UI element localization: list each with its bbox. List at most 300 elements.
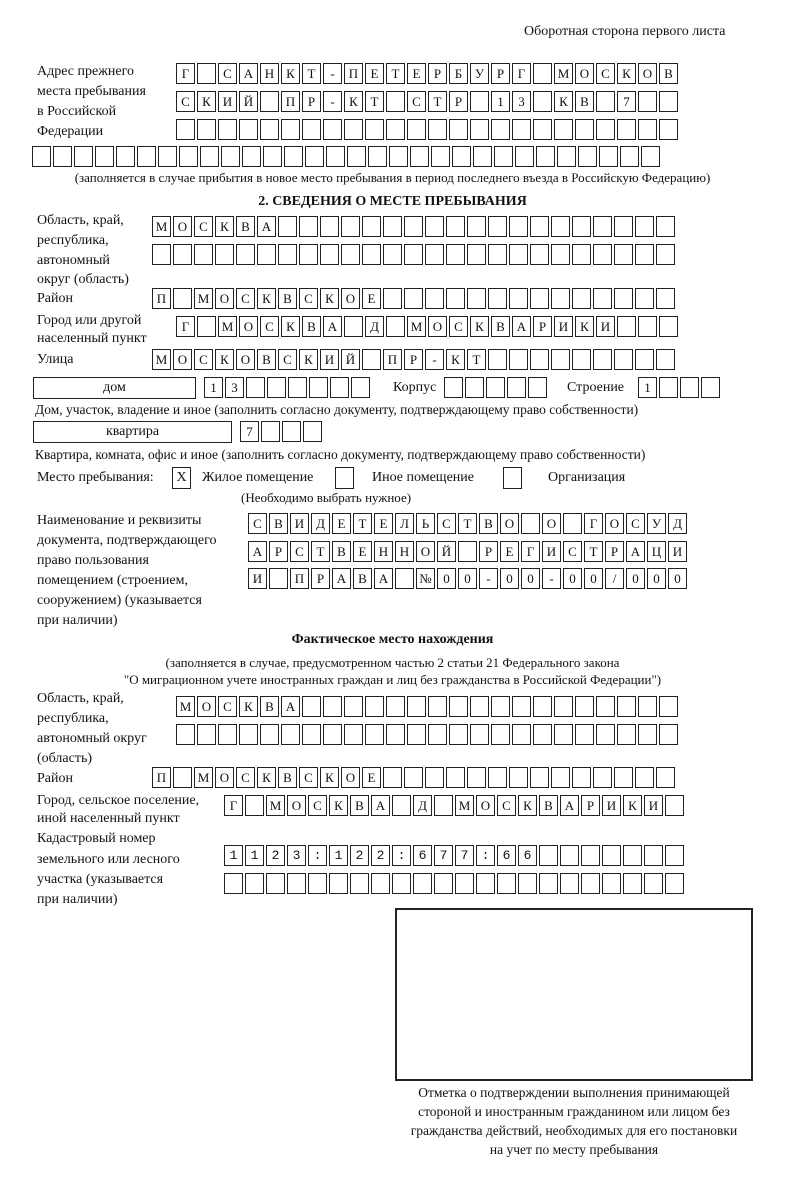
- char-cell[interactable]: [572, 244, 591, 265]
- char-cell[interactable]: [278, 216, 297, 237]
- char-cell[interactable]: [425, 216, 444, 237]
- char-cell[interactable]: [281, 724, 300, 745]
- char-cell[interactable]: Е: [332, 513, 351, 534]
- char-cell[interactable]: 0: [458, 568, 477, 589]
- char-cell[interactable]: [614, 767, 633, 788]
- char-cell[interactable]: [473, 146, 492, 167]
- char-cell[interactable]: Р: [533, 316, 552, 337]
- char-cell[interactable]: [308, 873, 327, 894]
- char-cell[interactable]: [701, 377, 720, 398]
- char-cell[interactable]: В: [260, 696, 279, 717]
- char-cell[interactable]: К: [329, 795, 348, 816]
- char-cell[interactable]: В: [659, 63, 678, 84]
- char-cell[interactable]: [386, 724, 405, 745]
- structure-row[interactable]: [638, 377, 722, 398]
- char-cell[interactable]: Р: [428, 63, 447, 84]
- char-cell[interactable]: [446, 216, 465, 237]
- char-cell[interactable]: Н: [374, 541, 393, 562]
- char-cell[interactable]: С: [449, 316, 468, 337]
- char-cell[interactable]: [581, 873, 600, 894]
- char-cell[interactable]: Д: [365, 316, 384, 337]
- char-cell[interactable]: [488, 349, 507, 370]
- char-cell[interactable]: [267, 377, 286, 398]
- char-cell[interactable]: Д: [413, 795, 432, 816]
- char-cell[interactable]: П: [152, 288, 171, 309]
- char-cell[interactable]: Р: [311, 568, 330, 589]
- char-cell[interactable]: №: [416, 568, 435, 589]
- char-cell[interactable]: [593, 244, 612, 265]
- char-cell[interactable]: [530, 288, 549, 309]
- char-cell[interactable]: 0: [563, 568, 582, 589]
- char-cell[interactable]: [452, 146, 471, 167]
- char-cell[interactable]: Т: [353, 513, 372, 534]
- char-cell[interactable]: [347, 146, 366, 167]
- char-cell[interactable]: И: [602, 795, 621, 816]
- char-cell[interactable]: [173, 244, 192, 265]
- char-cell[interactable]: А: [560, 795, 579, 816]
- char-cell[interactable]: [641, 146, 660, 167]
- char-cell[interactable]: А: [281, 696, 300, 717]
- doc-row-3[interactable]: [248, 568, 689, 589]
- char-cell[interactable]: [602, 873, 621, 894]
- char-cell[interactable]: [152, 244, 171, 265]
- char-cell[interactable]: [446, 288, 465, 309]
- char-cell[interactable]: И: [644, 795, 663, 816]
- char-cell[interactable]: [281, 119, 300, 140]
- char-cell[interactable]: Н: [260, 63, 279, 84]
- char-cell[interactable]: Г: [584, 513, 603, 534]
- char-cell[interactable]: М: [218, 316, 237, 337]
- char-cell[interactable]: [509, 767, 528, 788]
- char-cell[interactable]: [617, 316, 636, 337]
- char-cell[interactable]: О: [341, 288, 360, 309]
- char-cell[interactable]: [257, 244, 276, 265]
- char-cell[interactable]: О: [215, 767, 234, 788]
- char-cell[interactable]: [386, 91, 405, 112]
- char-cell[interactable]: [512, 696, 531, 717]
- char-cell[interactable]: С: [176, 91, 195, 112]
- char-cell[interactable]: [476, 873, 495, 894]
- char-cell[interactable]: 0: [668, 568, 687, 589]
- char-cell[interactable]: [407, 696, 426, 717]
- char-cell[interactable]: Р: [302, 91, 321, 112]
- char-cell[interactable]: Л: [395, 513, 414, 534]
- char-cell[interactable]: В: [302, 316, 321, 337]
- char-cell[interactable]: [602, 845, 621, 866]
- char-cell[interactable]: [512, 724, 531, 745]
- char-cell[interactable]: [383, 767, 402, 788]
- char-cell[interactable]: [507, 377, 526, 398]
- char-cell[interactable]: [245, 873, 264, 894]
- char-cell[interactable]: Т: [365, 91, 384, 112]
- char-cell[interactable]: [287, 873, 306, 894]
- char-cell[interactable]: [659, 119, 678, 140]
- char-cell[interactable]: [434, 795, 453, 816]
- char-cell[interactable]: Ь: [416, 513, 435, 534]
- char-cell[interactable]: С: [260, 316, 279, 337]
- char-cell[interactable]: [530, 216, 549, 237]
- char-cell[interactable]: [497, 873, 516, 894]
- char-cell[interactable]: Е: [500, 541, 519, 562]
- char-cell[interactable]: [533, 63, 552, 84]
- char-cell[interactable]: [551, 244, 570, 265]
- char-cell[interactable]: М: [194, 767, 213, 788]
- char-cell[interactable]: И: [596, 316, 615, 337]
- char-cell[interactable]: И: [248, 568, 267, 589]
- char-cell[interactable]: [563, 513, 582, 534]
- char-cell[interactable]: [644, 873, 663, 894]
- char-cell[interactable]: [593, 288, 612, 309]
- char-cell[interactable]: О: [173, 349, 192, 370]
- char-cell[interactable]: О: [428, 316, 447, 337]
- char-cell[interactable]: [659, 377, 678, 398]
- char-cell[interactable]: [551, 288, 570, 309]
- char-cell[interactable]: В: [278, 767, 297, 788]
- char-cell[interactable]: [173, 767, 192, 788]
- char-cell[interactable]: К: [320, 767, 339, 788]
- char-cell[interactable]: В: [269, 513, 288, 534]
- char-cell[interactable]: М: [152, 349, 171, 370]
- char-cell[interactable]: [305, 146, 324, 167]
- char-cell[interactable]: У: [470, 63, 489, 84]
- char-cell[interactable]: В: [479, 513, 498, 534]
- char-cell[interactable]: [614, 244, 633, 265]
- char-cell[interactable]: [494, 146, 513, 167]
- char-cell[interactable]: [246, 377, 265, 398]
- char-cell[interactable]: [173, 288, 192, 309]
- char-cell[interactable]: А: [512, 316, 531, 337]
- char-cell[interactable]: [455, 873, 474, 894]
- char-cell[interactable]: [344, 696, 363, 717]
- char-cell[interactable]: [659, 316, 678, 337]
- char-cell[interactable]: [596, 724, 615, 745]
- char-cell[interactable]: С: [437, 513, 456, 534]
- char-cell[interactable]: С: [290, 541, 309, 562]
- char-cell[interactable]: Е: [353, 541, 372, 562]
- char-cell[interactable]: [656, 216, 675, 237]
- char-cell[interactable]: [509, 349, 528, 370]
- char-cell[interactable]: [282, 421, 301, 442]
- char-cell[interactable]: А: [371, 795, 390, 816]
- char-cell[interactable]: М: [152, 216, 171, 237]
- char-cell[interactable]: К: [344, 91, 363, 112]
- char-cell[interactable]: Р: [605, 541, 624, 562]
- char-cell[interactable]: Е: [362, 288, 381, 309]
- char-cell[interactable]: Р: [479, 541, 498, 562]
- char-cell[interactable]: [341, 244, 360, 265]
- char-cell[interactable]: О: [173, 216, 192, 237]
- char-cell[interactable]: [224, 873, 243, 894]
- char-cell[interactable]: О: [500, 513, 519, 534]
- region-row-1[interactable]: [152, 216, 677, 237]
- char-cell[interactable]: [386, 119, 405, 140]
- char-cell[interactable]: [614, 349, 633, 370]
- char-cell[interactable]: [533, 724, 552, 745]
- char-cell[interactable]: И: [668, 541, 687, 562]
- doc-row-2[interactable]: [248, 541, 689, 562]
- char-cell[interactable]: Й: [239, 91, 258, 112]
- char-cell[interactable]: [428, 696, 447, 717]
- char-cell[interactable]: П: [344, 63, 363, 84]
- char-cell[interactable]: А: [257, 216, 276, 237]
- char-cell[interactable]: О: [542, 513, 561, 534]
- prev-address-row-1[interactable]: [176, 63, 680, 84]
- char-cell[interactable]: [239, 724, 258, 745]
- char-cell[interactable]: Й: [437, 541, 456, 562]
- char-cell[interactable]: Р: [449, 91, 468, 112]
- char-cell[interactable]: В: [332, 541, 351, 562]
- char-cell[interactable]: [620, 146, 639, 167]
- char-cell[interactable]: [197, 63, 216, 84]
- char-cell[interactable]: О: [638, 63, 657, 84]
- char-cell[interactable]: [245, 795, 264, 816]
- char-cell[interactable]: [383, 244, 402, 265]
- char-cell[interactable]: [467, 216, 486, 237]
- char-cell[interactable]: [236, 244, 255, 265]
- char-cell[interactable]: [596, 119, 615, 140]
- char-cell[interactable]: [239, 119, 258, 140]
- char-cell[interactable]: [425, 288, 444, 309]
- char-cell[interactable]: В: [353, 568, 372, 589]
- char-cell[interactable]: [551, 767, 570, 788]
- char-cell[interactable]: [392, 795, 411, 816]
- char-cell[interactable]: Д: [668, 513, 687, 534]
- char-cell[interactable]: [350, 873, 369, 894]
- char-cell[interactable]: [599, 146, 618, 167]
- char-cell[interactable]: [449, 724, 468, 745]
- char-cell[interactable]: 1: [638, 377, 657, 398]
- char-cell[interactable]: [656, 349, 675, 370]
- char-cell[interactable]: М: [455, 795, 474, 816]
- char-cell[interactable]: [302, 119, 321, 140]
- char-cell[interactable]: А: [332, 568, 351, 589]
- char-cell[interactable]: [383, 216, 402, 237]
- char-cell[interactable]: [299, 244, 318, 265]
- char-cell[interactable]: Г: [512, 63, 531, 84]
- char-cell[interactable]: [491, 724, 510, 745]
- char-cell[interactable]: [179, 146, 198, 167]
- char-cell[interactable]: Р: [269, 541, 288, 562]
- char-cell[interactable]: [578, 146, 597, 167]
- char-cell[interactable]: [404, 216, 423, 237]
- char-cell[interactable]: [635, 288, 654, 309]
- char-cell[interactable]: 3: [512, 91, 531, 112]
- char-cell[interactable]: [323, 119, 342, 140]
- char-cell[interactable]: О: [239, 316, 258, 337]
- char-cell[interactable]: [404, 288, 423, 309]
- char-cell[interactable]: /: [605, 568, 624, 589]
- char-cell[interactable]: [551, 349, 570, 370]
- char-cell[interactable]: [617, 724, 636, 745]
- char-cell[interactable]: [656, 288, 675, 309]
- char-cell[interactable]: О: [215, 288, 234, 309]
- doc-row-1[interactable]: [248, 513, 689, 534]
- char-cell[interactable]: Г: [224, 795, 243, 816]
- char-cell[interactable]: О: [575, 63, 594, 84]
- char-cell[interactable]: [383, 288, 402, 309]
- char-cell[interactable]: [368, 146, 387, 167]
- char-cell[interactable]: [362, 216, 381, 237]
- char-cell[interactable]: С: [248, 513, 267, 534]
- char-cell[interactable]: М: [407, 316, 426, 337]
- char-cell[interactable]: С: [236, 767, 255, 788]
- char-cell[interactable]: Р: [491, 63, 510, 84]
- char-cell[interactable]: В: [236, 216, 255, 237]
- char-cell[interactable]: [467, 244, 486, 265]
- char-cell[interactable]: М: [194, 288, 213, 309]
- char-cell[interactable]: [533, 119, 552, 140]
- char-cell[interactable]: [665, 795, 684, 816]
- char-cell[interactable]: [638, 696, 657, 717]
- char-cell[interactable]: [638, 724, 657, 745]
- char-cell[interactable]: [176, 119, 195, 140]
- char-cell[interactable]: [491, 696, 510, 717]
- char-cell[interactable]: [528, 377, 547, 398]
- char-cell[interactable]: У: [647, 513, 666, 534]
- district-row[interactable]: [152, 288, 677, 309]
- char-cell[interactable]: С: [194, 349, 213, 370]
- char-cell[interactable]: П: [383, 349, 402, 370]
- char-cell[interactable]: [344, 119, 363, 140]
- char-cell[interactable]: И: [554, 316, 573, 337]
- cadastre-row-2[interactable]: [224, 873, 686, 894]
- char-cell[interactable]: [362, 244, 381, 265]
- char-cell[interactable]: 1: [204, 377, 223, 398]
- char-cell[interactable]: В: [278, 288, 297, 309]
- char-cell[interactable]: [215, 244, 234, 265]
- char-cell[interactable]: [659, 91, 678, 112]
- char-cell[interactable]: [581, 845, 600, 866]
- char-cell[interactable]: [269, 568, 288, 589]
- char-cell[interactable]: [617, 696, 636, 717]
- char-cell[interactable]: [614, 288, 633, 309]
- char-cell[interactable]: [266, 873, 285, 894]
- char-cell[interactable]: [509, 244, 528, 265]
- char-cell[interactable]: К: [299, 349, 318, 370]
- char-cell[interactable]: 0: [626, 568, 645, 589]
- char-cell[interactable]: [596, 91, 615, 112]
- city-row[interactable]: [176, 316, 680, 337]
- char-cell[interactable]: [635, 216, 654, 237]
- char-cell[interactable]: [344, 316, 363, 337]
- char-cell[interactable]: [554, 724, 573, 745]
- char-cell[interactable]: [617, 119, 636, 140]
- apartment-type-field[interactable]: квартира: [33, 421, 232, 443]
- char-cell[interactable]: [218, 119, 237, 140]
- char-cell[interactable]: 0: [521, 568, 540, 589]
- char-cell[interactable]: Ц: [647, 541, 666, 562]
- char-cell[interactable]: [261, 421, 280, 442]
- char-cell[interactable]: [330, 377, 349, 398]
- char-cell[interactable]: [638, 119, 657, 140]
- char-cell[interactable]: [299, 216, 318, 237]
- char-cell[interactable]: [351, 377, 370, 398]
- char-cell[interactable]: О: [416, 541, 435, 562]
- char-cell[interactable]: [593, 767, 612, 788]
- char-cell[interactable]: [444, 377, 463, 398]
- char-cell[interactable]: [371, 873, 390, 894]
- char-cell[interactable]: [488, 767, 507, 788]
- char-cell[interactable]: И: [218, 91, 237, 112]
- char-cell[interactable]: С: [278, 349, 297, 370]
- char-cell[interactable]: А: [626, 541, 645, 562]
- char-cell[interactable]: [515, 146, 534, 167]
- char-cell[interactable]: Б: [449, 63, 468, 84]
- char-cell[interactable]: -: [425, 349, 444, 370]
- char-cell[interactable]: С: [308, 795, 327, 816]
- char-cell[interactable]: [288, 377, 307, 398]
- char-cell[interactable]: А: [239, 63, 258, 84]
- char-cell[interactable]: [635, 767, 654, 788]
- char-cell[interactable]: [449, 119, 468, 140]
- char-cell[interactable]: В: [539, 795, 558, 816]
- char-cell[interactable]: П: [152, 767, 171, 788]
- char-cell[interactable]: [449, 696, 468, 717]
- char-cell[interactable]: [518, 873, 537, 894]
- stay-checkbox-organization[interactable]: [503, 467, 522, 489]
- char-cell[interactable]: [521, 513, 540, 534]
- char-cell[interactable]: [614, 216, 633, 237]
- char-cell[interactable]: [404, 244, 423, 265]
- char-cell[interactable]: К: [215, 349, 234, 370]
- char-cell[interactable]: [197, 119, 216, 140]
- house-number-row[interactable]: [204, 377, 372, 398]
- char-cell[interactable]: [320, 216, 339, 237]
- char-cell[interactable]: [320, 244, 339, 265]
- char-cell[interactable]: С: [194, 216, 213, 237]
- char-cell[interactable]: -: [323, 63, 342, 84]
- char-cell[interactable]: С: [218, 63, 237, 84]
- char-cell[interactable]: И: [320, 349, 339, 370]
- char-cell[interactable]: [488, 216, 507, 237]
- char-cell[interactable]: [533, 91, 552, 112]
- char-cell[interactable]: [425, 767, 444, 788]
- char-cell[interactable]: [260, 91, 279, 112]
- char-cell[interactable]: 0: [500, 568, 519, 589]
- char-cell[interactable]: [560, 845, 579, 866]
- char-cell[interactable]: Т: [458, 513, 477, 534]
- char-cell[interactable]: В: [350, 795, 369, 816]
- char-cell[interactable]: [593, 216, 612, 237]
- apartment-number-row[interactable]: [240, 421, 324, 442]
- char-cell[interactable]: [509, 288, 528, 309]
- char-cell[interactable]: [362, 349, 381, 370]
- char-cell[interactable]: О: [287, 795, 306, 816]
- char-cell[interactable]: [428, 119, 447, 140]
- house-type-field[interactable]: дом: [33, 377, 196, 399]
- char-cell[interactable]: К: [446, 349, 465, 370]
- char-cell[interactable]: [596, 696, 615, 717]
- char-cell[interactable]: В: [257, 349, 276, 370]
- char-cell[interactable]: Р: [404, 349, 423, 370]
- char-cell[interactable]: В: [575, 91, 594, 112]
- char-cell[interactable]: [410, 146, 429, 167]
- char-cell[interactable]: [530, 767, 549, 788]
- char-cell[interactable]: [323, 724, 342, 745]
- char-cell[interactable]: [560, 873, 579, 894]
- char-cell[interactable]: М: [176, 696, 195, 717]
- char-cell[interactable]: [95, 146, 114, 167]
- char-cell[interactable]: [572, 767, 591, 788]
- char-cell[interactable]: [557, 146, 576, 167]
- char-cell[interactable]: [425, 244, 444, 265]
- char-cell[interactable]: О: [476, 795, 495, 816]
- char-cell[interactable]: [491, 119, 510, 140]
- char-cell[interactable]: [659, 696, 678, 717]
- stay-checkbox-other[interactable]: [335, 467, 354, 489]
- char-cell[interactable]: С: [596, 63, 615, 84]
- char-cell[interactable]: [284, 146, 303, 167]
